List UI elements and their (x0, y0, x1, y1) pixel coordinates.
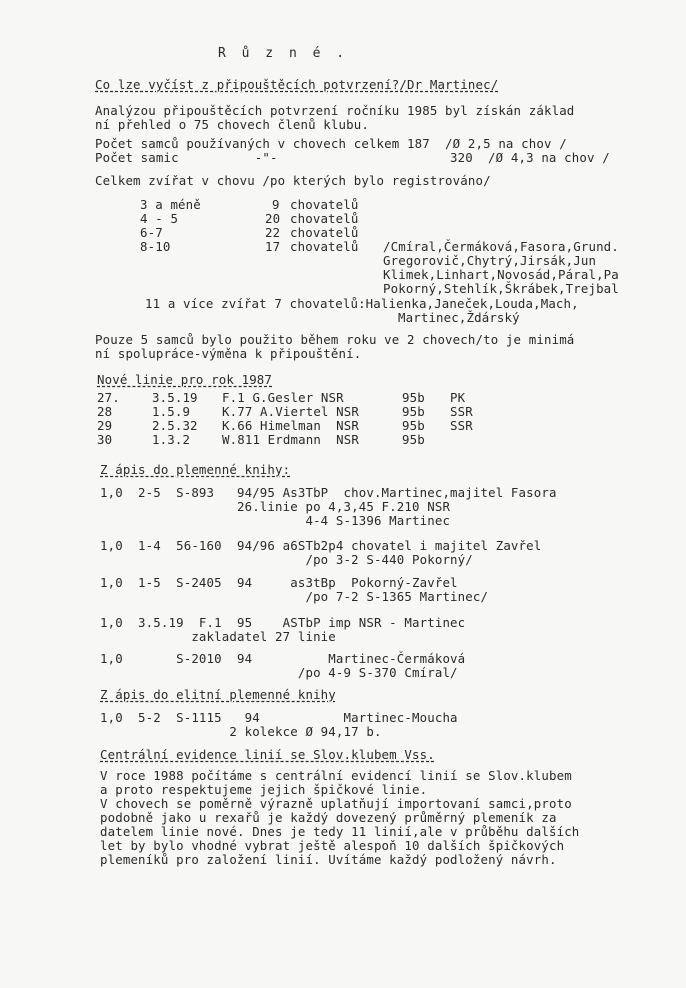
breeder-row: 3 a méně (140, 197, 201, 212)
studbook-entry-line: 1,0 S-2010 94 Martinec-Čermáková (100, 651, 466, 666)
breeder-row-unit: chovatelů (290, 239, 359, 254)
section-heading-studbook: Z ápis do plemenné knihy: (100, 462, 291, 477)
note-line: ní spolupráce-výměna k připouštění. (95, 346, 362, 361)
line-row-dog: K.77 A.Viertel NSR (222, 404, 359, 419)
intro-line: ní přehled o 75 chovech členů klubu. (95, 117, 369, 132)
section-heading-new-lines: Nové linie pro rok 1987 (97, 372, 273, 387)
studbook-entry-line: 26.linie po 4,3,45 F.210 NSR (100, 499, 451, 514)
section-heading-analysis: Co lze vyčíst z připouštěcích potvrzení?/Dr Martinec/ (95, 77, 499, 92)
studbook-entry-line: /po 3-2 S-440 Pokorný/ (100, 552, 473, 567)
line-row-code: 95b (402, 418, 425, 433)
line-row-date: 1.5.9 (152, 404, 191, 419)
breeder-row-count: 9 (272, 197, 280, 212)
breeder-names: Klimek,Linhart,Novosád,Páral,Pa (383, 267, 619, 282)
line-row-dog: F.1 G.Gesler NSR (222, 390, 344, 405)
studbook-entry-line: 1,0 3.5.19 F.1 95 ASTbP imp NSR - Martinec (100, 615, 466, 630)
breeder-names: /Cmíral,Čermáková,Fasora,Grund. (383, 239, 619, 254)
studbook-entry-line: 1,0 2-5 S-893 94/95 As3TbP chov.Martinec,majitel Fasora (100, 485, 557, 500)
females-count-label: Počet samic -"- (95, 150, 278, 165)
paragraph-line: plemeníků pro založení linií. Uvítáme každý podložený návrh. (100, 852, 557, 867)
breeder-row: 6-7 (140, 225, 163, 240)
line-row-code: 95b (402, 404, 425, 419)
paragraph-line: a proto respektujeme jejich špičkové linie. (100, 782, 428, 797)
breeder-row-unit: chovatelů (290, 211, 359, 226)
studbook-entry-line: /po 7-2 S-1365 Martinec/ (100, 589, 489, 604)
elite-entry-line: 1,0 5-2 S-1115 94 Martinec-Moucha (100, 710, 458, 725)
breeder-row-unit: chovatelů (290, 197, 359, 212)
line-row-no: 28 (97, 404, 113, 419)
breeder-row-unit: chovatelů (290, 225, 359, 240)
line-row-extra: PK (450, 390, 466, 405)
paragraph-line: V chovech se poměrně výrazně uplatňují importovaní samci,proto (100, 796, 572, 811)
breeder-names: Pokorný,Stehlík,Škrábek,Trejbal (383, 281, 619, 296)
line-row-dog: W.811 Erdmann NSR (222, 432, 359, 447)
studbook-entry-line: 1,0 1-5 S-2405 94 as3tBp Pokorný-Zavřel (100, 575, 458, 590)
breeder-row-count: 22 (265, 225, 281, 240)
eleven-plus-names: Martinec,Ždárský (398, 310, 520, 325)
eleven-plus-line: 11 a více zvířat 7 chovatelů:Halienka,Janeček,Louda,Mach, (145, 296, 579, 311)
breeder-row-count: 17 (265, 239, 281, 254)
line-row-date: 1.3.2 (152, 432, 191, 447)
studbook-entry-line: 1,0 1-4 56-160 94/96 a6STb2p4 chovatel i majitel Zavřel (100, 538, 542, 553)
total-animals-line: Celkem zvířat v chovu /po kterých bylo registrováno/ (95, 173, 491, 188)
line-row-no: 29 (97, 418, 113, 433)
paragraph-line: podobně jako u rexařů je každý dovezený průměrný plemeník za (100, 810, 557, 825)
line-row-dog: K.66 Himelman NSR (222, 418, 359, 433)
line-row-no: 27. (97, 390, 120, 405)
intro-line: Analýzou připouštěcích potvrzení ročníku 1985 byl získán základ (95, 103, 575, 118)
elite-entry-line: 2 kolekce Ø 94,17 b. (100, 724, 382, 739)
line-row-code: 95b (402, 432, 425, 447)
line-row-extra: SSR (450, 404, 473, 419)
breeder-names: Gregorovič,Chytrý,Jirsák,Jun (383, 253, 597, 268)
studbook-entry-line: 4-4 S-1396 Martinec (100, 513, 451, 528)
page-title: R ů z n é . (218, 46, 349, 61)
paragraph-line: datelem linie nové. Dnes je tedy 11 linií,ale v průběhu dalších (100, 824, 580, 839)
section-heading-elite-studbook: Z ápis do elitní plemenné knihy (100, 687, 336, 702)
line-row-no: 30 (97, 432, 113, 447)
note-line: Pouze 5 samců bylo použito během roku ve 2 chovech/to je minimá (95, 332, 575, 347)
studbook-entry-line: /po 4-9 S-370 Cmíral/ (100, 665, 458, 680)
line-row-date: 3.5.19 (152, 390, 198, 405)
breeder-row: 8-10 (140, 239, 171, 254)
paragraph-line: V roce 1988 počítáme s centrální evidencí linií se Slov.klubem (100, 768, 572, 783)
breeder-row: 4 - 5 (140, 211, 179, 226)
males-count-line: Počet samců používaných v chovech celkem 187 /Ø 2,5 na chov / (95, 136, 567, 151)
line-row-code: 95b (402, 390, 425, 405)
section-heading-central-register: Centrální evidence linií se Slov.klubem Vss. (100, 747, 435, 762)
breeder-row-count: 20 (265, 211, 281, 226)
paragraph-line: let by bylo vhodné vybrat ještě alespoň 10 dalších špičkových (100, 838, 565, 853)
line-row-date: 2.5.32 (152, 418, 198, 433)
females-count-value: 320 /Ø 4,3 na chov / (450, 150, 610, 165)
line-row-extra: SSR (450, 418, 473, 433)
studbook-entry-line: zakladatel 27 linie (100, 629, 336, 644)
